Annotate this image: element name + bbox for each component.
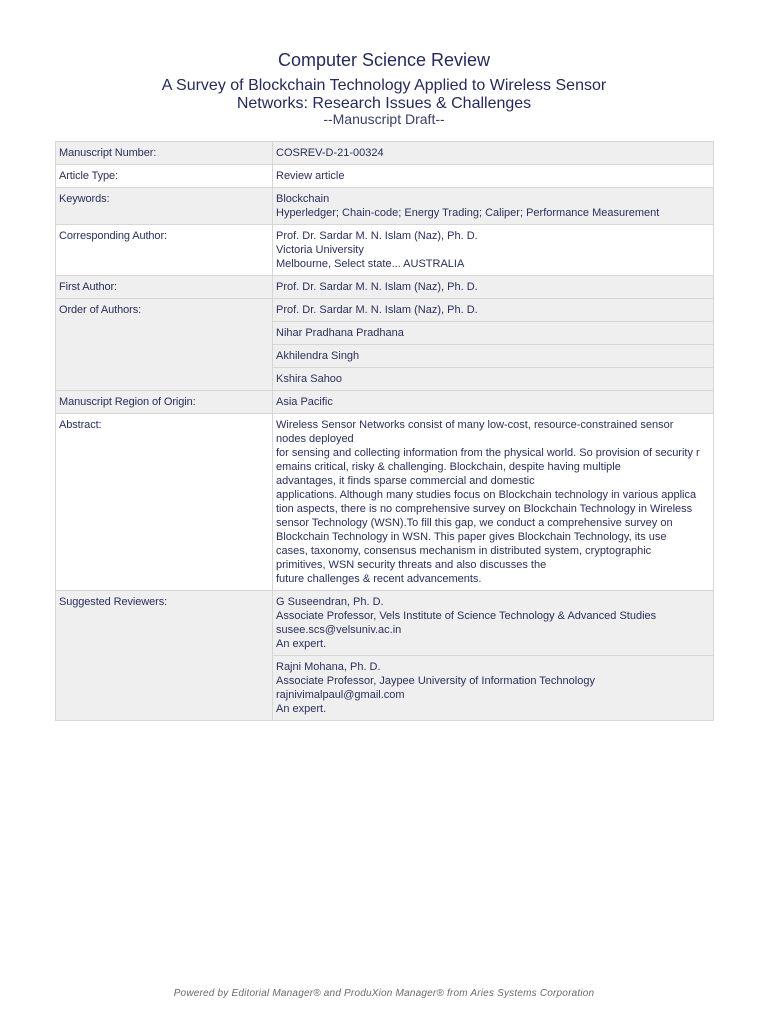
author-entry: Akhilendra Singh (273, 345, 714, 368)
manuscript-subtitle: --Manuscript Draft-- (323, 111, 445, 127)
abstract-value (273, 414, 714, 591)
field-label: Manuscript Number: (56, 142, 273, 165)
manuscript-details-table (55, 141, 714, 721)
field-label: Keywords: (56, 188, 273, 225)
table-row (56, 299, 714, 322)
table-row (56, 391, 714, 414)
field-label: Corresponding Author: (56, 225, 273, 276)
field-label: Suggested Reviewers: (56, 591, 273, 721)
footer-credit: Powered by Editorial Manager® and ProduXion Manager® from Aries Systems Corporation (173, 988, 595, 999)
title-line: A Survey of Blockchain Technology Applied to Wireless Sensor (161, 77, 607, 94)
abstract-line: Blockchain Technology in WSN. This paper gives Blockchain Technology, its use (276, 531, 667, 543)
field-label: First Author: (56, 276, 273, 299)
table-row (56, 225, 714, 276)
field-label: Manuscript Region of Origin: (56, 391, 273, 414)
reviewer-line: G Suseendran, Ph. D. (276, 596, 384, 608)
abstract-line: advantages, it finds sparse commercial and domestic (276, 475, 535, 487)
table-row (56, 591, 714, 656)
author-line: Melbourne, Select state... AUSTRALIA (276, 258, 465, 270)
reviewer-entry (273, 591, 714, 656)
article-type-value: Review article (273, 165, 714, 188)
reviewer-email: susee.scs@velsuniv.ac.in (276, 624, 402, 636)
author-line: Prof. Dr. Sardar M. N. Islam (Naz), Ph. D. (276, 230, 478, 242)
reviewer-line: An expert. (276, 638, 327, 650)
reviewer-line: An expert. (276, 703, 327, 715)
abstract-line: applications. Although many studies focus on Blockchain technology in various applica (276, 489, 697, 501)
keyword-line: Hyperledger; Chain-code; Energy Trading; Caliper; Performance Measurement (276, 207, 660, 219)
table-row (56, 188, 714, 225)
table-row (56, 165, 714, 188)
first-author-value: Prof. Dr. Sardar M. N. Islam (Naz), Ph. D. (273, 276, 714, 299)
abstract-line: primitives, WSN security threats and also discusses the (276, 559, 547, 571)
abstract-line: cases, taxonomy, consensus mechanism in distributed system, cryptographic (276, 545, 652, 557)
field-label: Abstract: (56, 414, 273, 591)
abstract-line: tion aspects, there is no comprehensive survey on Blockchain Technology in Wireless (276, 503, 693, 515)
abstract-line: nodes deployed (276, 433, 354, 445)
table-row (56, 142, 714, 165)
table-row (56, 414, 714, 591)
manuscript-number-value: COSREV-D-21-00324 (273, 142, 714, 165)
keywords-value (273, 188, 714, 225)
region-value: Asia Pacific (273, 391, 714, 414)
field-label: Article Type: (56, 165, 273, 188)
manuscript-title (0, 77, 768, 113)
author-entry: Kshira Sahoo (273, 368, 714, 391)
author-entry: Prof. Dr. Sardar M. N. Islam (Naz), Ph. D. (273, 299, 714, 322)
reviewer-line: Rajni Mohana, Ph. D. (276, 661, 381, 673)
abstract-line: sensor Technology (WSN).To fill this gap, we conduct a comprehensive survey on (276, 517, 673, 529)
abstract-line: for sensing and collecting information from the physical world. So provision of security r (276, 447, 700, 459)
author-line: Victoria University (276, 244, 364, 256)
table-row (56, 276, 714, 299)
field-label: Order of Authors: (56, 299, 273, 391)
title-line: Networks: Research Issues & Challenges (236, 95, 532, 112)
reviewer-email: rajnivimalpaul@gmail.com (276, 689, 405, 701)
abstract-line: Wireless Sensor Networks consist of many low-cost, resource-constrained sensor (276, 419, 674, 431)
journal-title: Computer Science Review (277, 50, 491, 70)
keyword-line: Blockchain (276, 193, 330, 205)
reviewer-line: Associate Professor, Vels Institute of Science Technology & Advanced Studies (276, 610, 657, 622)
author-entry: Nihar Pradhana Pradhana (273, 322, 714, 345)
reviewer-entry (273, 656, 714, 721)
reviewer-line: Associate Professor, Jaypee University of Information Technology (276, 675, 595, 687)
abstract-line: future challenges & recent advancements. (276, 573, 482, 585)
abstract-line: emains critical, risky & challenging. Blockchain, despite having multiple (276, 461, 621, 473)
corresponding-author-value (273, 225, 714, 276)
